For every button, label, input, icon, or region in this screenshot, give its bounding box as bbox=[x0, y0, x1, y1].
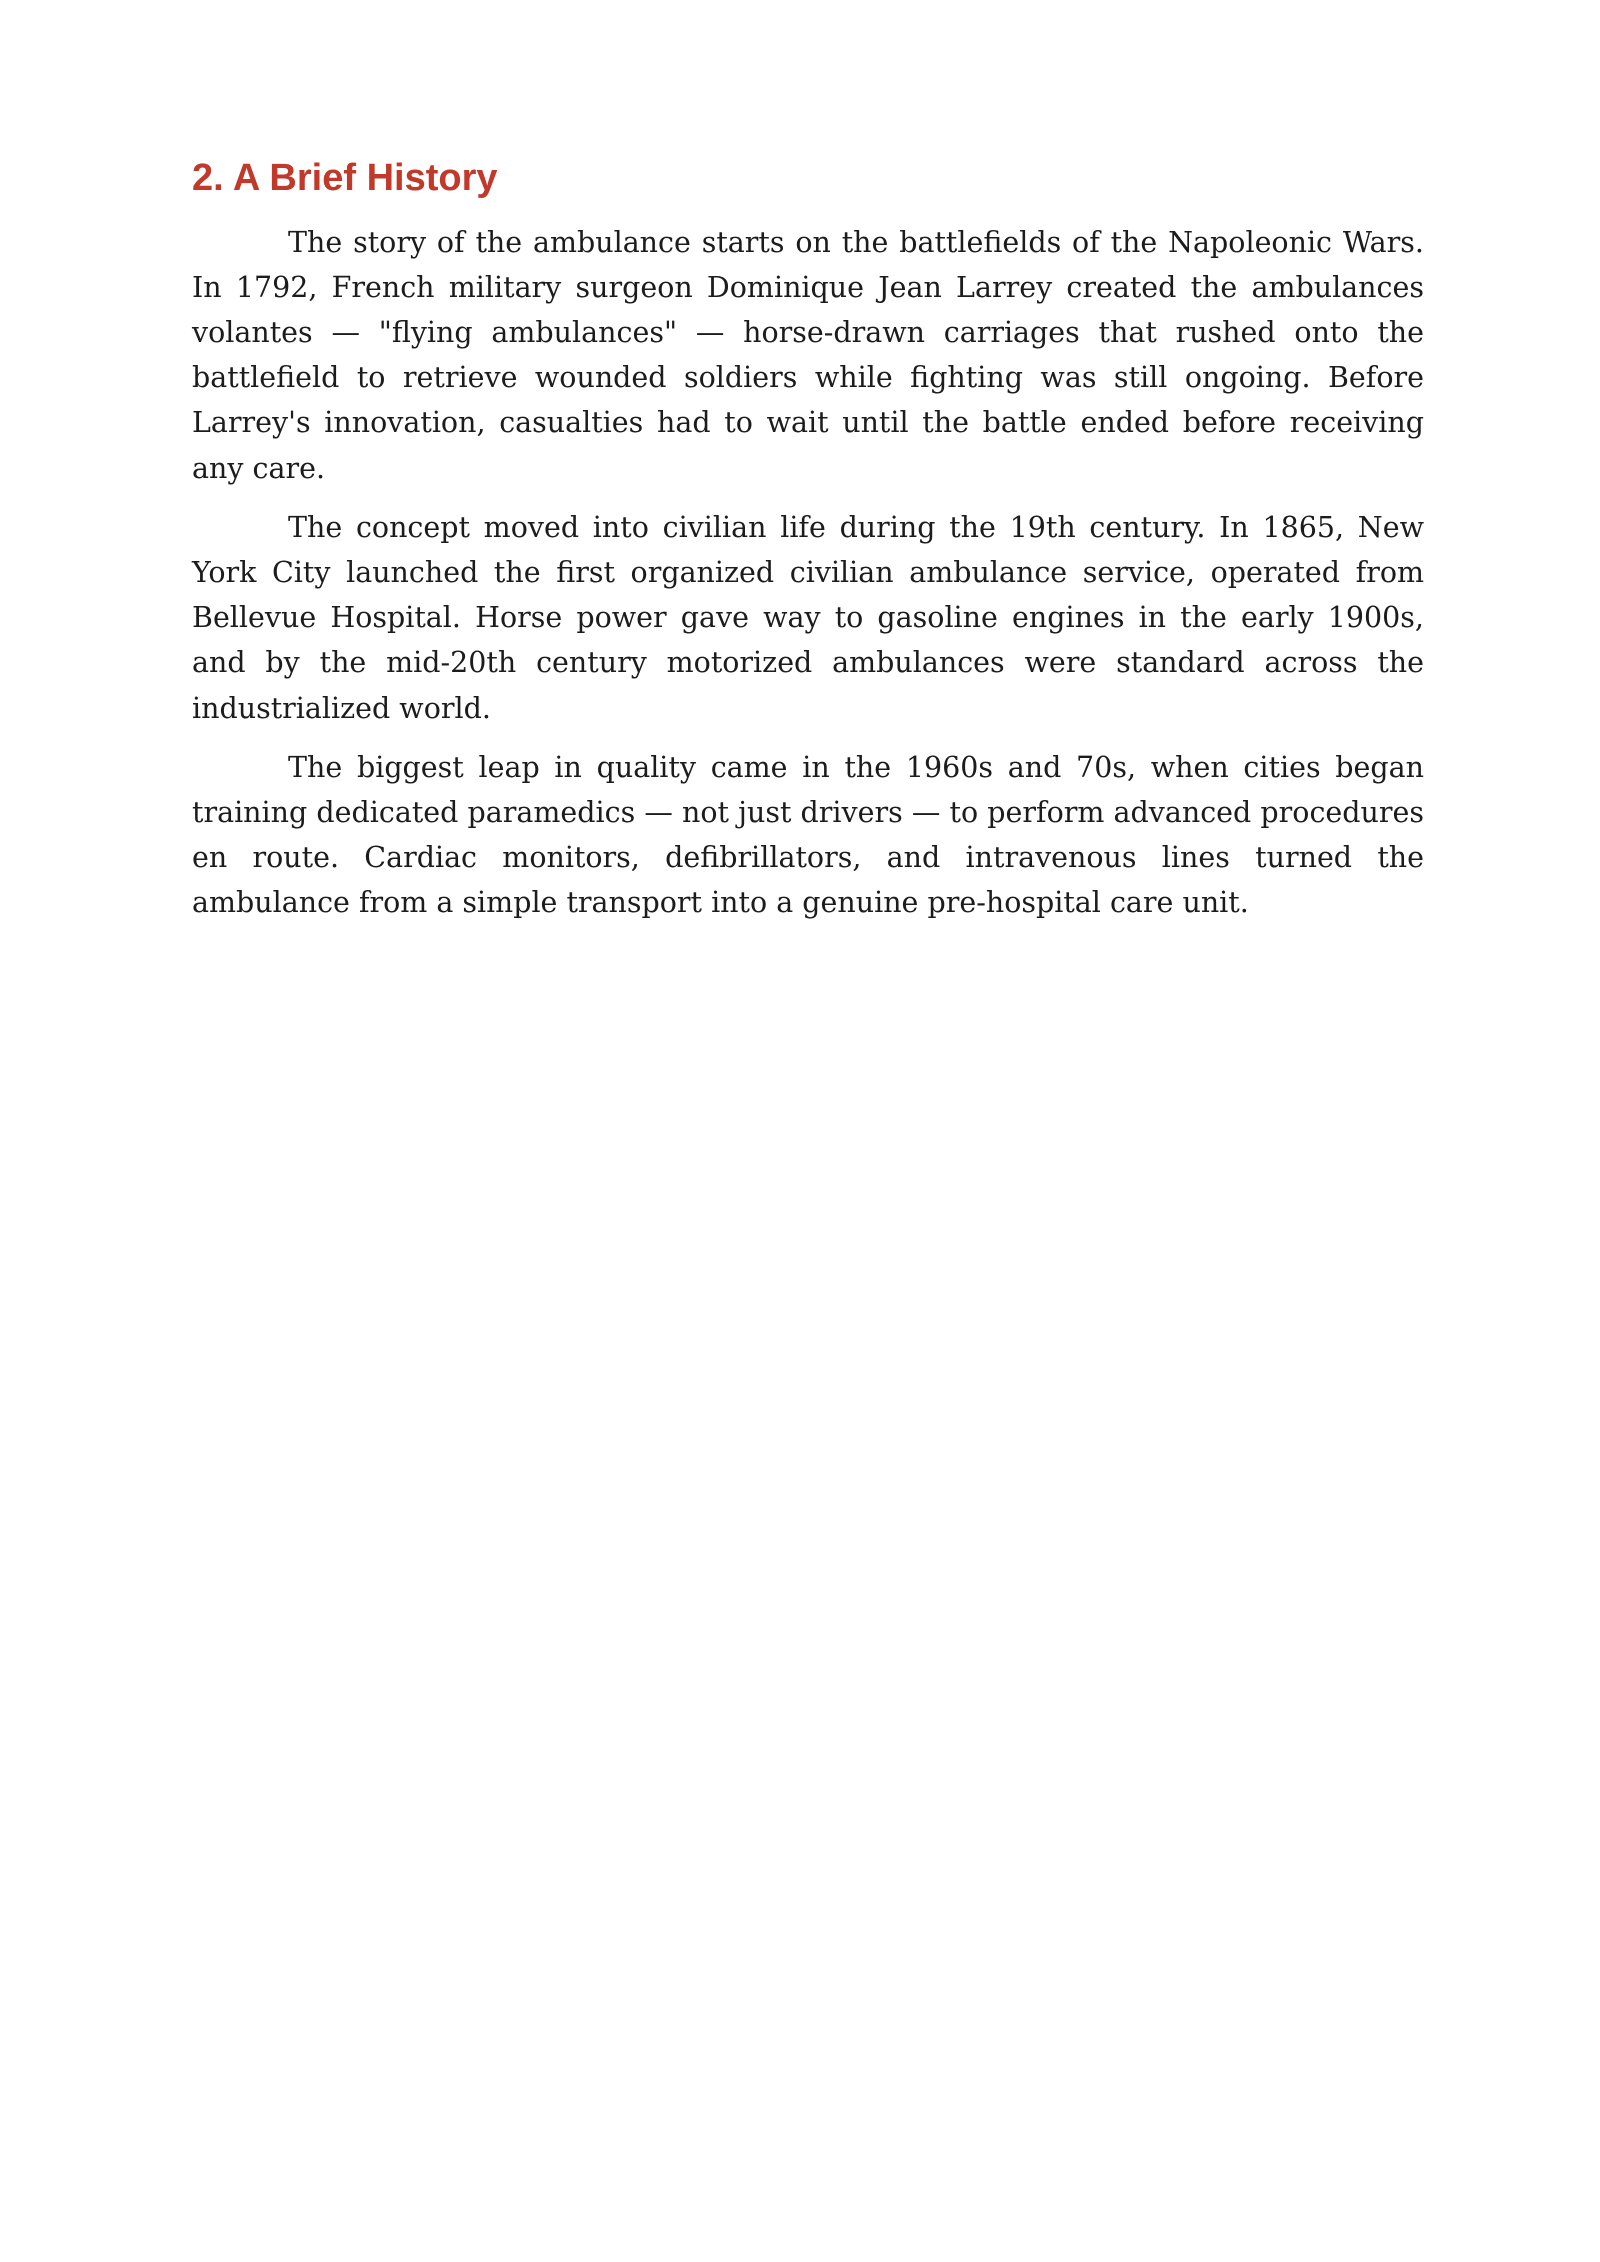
paragraph-3: The biggest leap in quality came in the 1960s and 70s, when cities began training dedicated paramedics — not just drivers — to perform advanced procedures en route. Cardiac monitors, defibrillators, and intravenous lines turned the ambulance from a simple transport into a genuine pre-hospital care unit. bbox=[192, 750, 1424, 920]
section-heading: 2. A Brief History bbox=[192, 157, 498, 199]
paragraph-2: The concept moved into civilian life during the 19th century. In 1865, New York City launched the first organized civilian ambulance service, operated from Bellevue Hospital. Horse power gave way to gasoline engines in the early 1900s, and by the mid-20th century motorized ambulances were standard across the industrialized world. bbox=[192, 510, 1424, 725]
section-content bbox=[192, 156, 1424, 940]
paragraph-1: The story of the ambulance starts on the battlefields of the Napoleonic Wars. In 1792, French military surgeon Dominique Jean Larrey created the ambulances volantes — "flying ambulances" — horse-drawn carriages that rushed onto the battlefield to retrieve wounded soldiers while fighting was still ongoing. Before Larrey's innovation, casualties had to wait until the battle ended before receiving any care. bbox=[192, 225, 1424, 485]
